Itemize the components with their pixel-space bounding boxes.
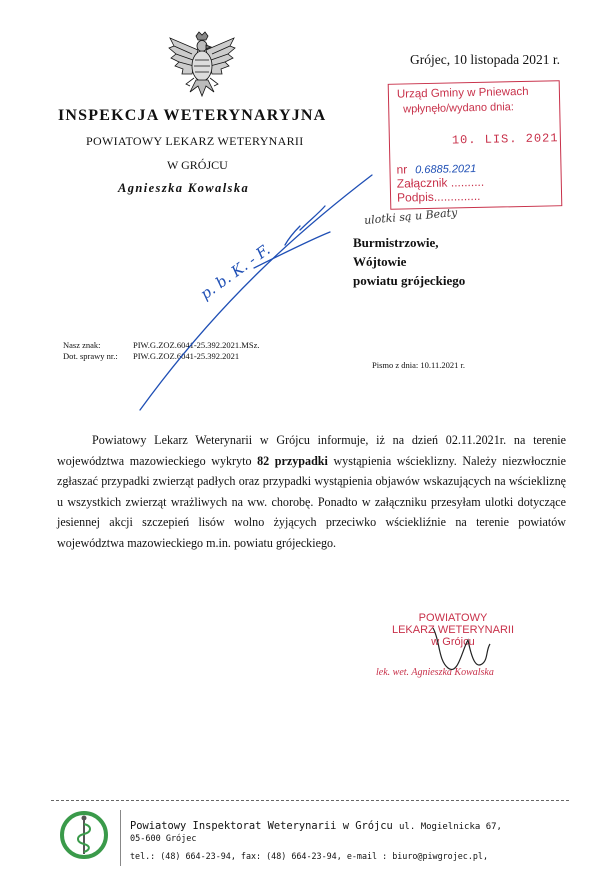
reference-label: Dot. sprawy nr.: bbox=[63, 351, 118, 361]
reference-label: Nasz znak: bbox=[63, 340, 101, 350]
signature-stamp bbox=[378, 612, 528, 648]
footer-organization bbox=[130, 820, 502, 832]
handwritten-note: ulotki są u Beaty bbox=[363, 205, 458, 228]
veterinary-caduceus-logo-icon bbox=[58, 808, 110, 862]
stamp-date: 10. LIS. 2021 bbox=[451, 131, 559, 148]
handwritten-decree: p. b. K. - F. bbox=[196, 240, 274, 304]
reference-value: PIW.G.ZOZ.6041-25.392.2021.MSz. bbox=[133, 340, 260, 350]
body-text-start: Powiatowy Lekarz Weterynarii w Grójcu informuje, iż na dzień 02.11.2021r. na terenie województwa mazowieckiego wykryto bbox=[57, 433, 566, 468]
signature-stamp-line: w Grójcu bbox=[431, 636, 475, 648]
reference-numbers bbox=[63, 340, 259, 362]
recipient-line: Burmistrzowie, bbox=[353, 235, 439, 250]
body-text-end: wystąpienia wścieklizny. Należy niezwłocznie zgłaszać przypadki zwierząt padłych oraz przypadki wystąpienia objawów wskazujących na wściekliznę u wszystkich zwierząt wrażliwych na ww. chorobę. Ponadto w załączniku przesyłam ulotki dotyczące jesiennej akcji szczepień lisów wolno żyjących przeciwko wściekliźnie na terenie powiatów województwa mazowieckiego m.in. powiatu grójeckiego. bbox=[57, 453, 566, 550]
routing-line bbox=[140, 175, 372, 410]
footer-separator bbox=[120, 810, 121, 866]
signature-stamp-line: POWIATOWY bbox=[418, 612, 488, 624]
recipients-block bbox=[353, 233, 465, 290]
signatory-name: lek. wet. Agnieszka Kowalska bbox=[376, 667, 494, 678]
office-name: POWIATOWY LEKARZ WETERYNARII bbox=[86, 134, 304, 148]
stamp-number-handwritten: 0.6885.2021 bbox=[415, 162, 477, 177]
stamp-office: Urząd Gminy w Pniewach bbox=[396, 85, 529, 101]
reference-row bbox=[63, 351, 259, 362]
recipient-line: Wójtowie bbox=[353, 254, 407, 269]
letter-date-place: Grójec, 10 listopada 2021 r. bbox=[410, 52, 560, 67]
stamp-received-label: wpłynęło/wydano dnia: bbox=[403, 101, 515, 116]
letter-body bbox=[57, 430, 566, 553]
stamp-attachment: Załącznik .......... bbox=[396, 174, 485, 191]
official-name: Agnieszka Kowalska bbox=[118, 181, 250, 195]
signature-stamp-line: LEKARZ WETERYNARII bbox=[391, 624, 515, 636]
footer-divider bbox=[51, 800, 569, 801]
body-paragraph bbox=[57, 430, 566, 553]
decree-underline bbox=[254, 232, 330, 268]
stamp-number-label: nr bbox=[396, 162, 408, 177]
footer-street: ul. Mogielnicka 67, bbox=[399, 822, 502, 832]
recipient-line: powiatu grójeckiego bbox=[353, 273, 466, 288]
referenced-letter-date: Pismo z dnia: 10.11.2021 r. bbox=[372, 360, 465, 370]
receipt-stamp bbox=[388, 80, 563, 210]
footer-org-name: Powiatowy Inspektorat Weterynarii w Grójcu bbox=[130, 820, 393, 832]
polish-eagle-emblem-icon bbox=[168, 30, 236, 100]
institution-name: INSPEKCJA WETERYNARYJNA bbox=[58, 107, 327, 124]
reference-row bbox=[63, 340, 259, 351]
reference-value: PIW.G.ZOZ.6041-25.392.2021 bbox=[133, 351, 240, 361]
stamp-signature: Podpis.............. bbox=[396, 188, 481, 205]
footer-contact: tel.: (48) 664-23-94, fax: (48) 664-23-94, e-mail : biuro@piwgrojec.pl, bbox=[130, 851, 488, 861]
footer-postal: 05-600 Grójec bbox=[130, 834, 197, 844]
office-town: W GRÓJCU bbox=[167, 158, 228, 172]
body-case-count: 82 przypadki bbox=[257, 453, 328, 468]
decree-flourish bbox=[285, 206, 325, 245]
